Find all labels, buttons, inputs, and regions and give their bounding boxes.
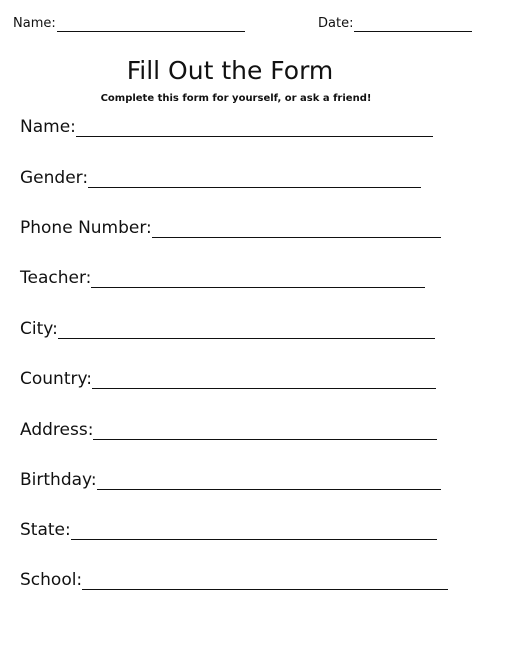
form-label-name: Name: [20,117,76,137]
page-title: Fill Out the Form [126,56,334,85]
form-label-birthday: Birthday: [20,470,97,490]
form-row-teacher [20,268,425,288]
page-subtitle: Complete this form for yourself, or ask a friend! [100,93,372,104]
form-label-school: School: [20,570,83,590]
form-blank-teacher[interactable] [91,270,425,288]
header-date-field [318,16,472,32]
form-row-city [20,319,435,339]
form-blank-city[interactable] [58,321,435,339]
form-blank-school[interactable] [82,572,448,590]
form-row-country [20,369,436,389]
header-date-blank[interactable] [354,17,472,32]
form-row-phone-number [20,218,441,238]
form-row-school [20,570,448,590]
form-label-teacher: Teacher: [20,268,92,288]
header-name-blank[interactable] [57,17,245,32]
header-name-label: Name: [13,16,56,31]
form-blank-birthday[interactable] [97,472,441,490]
header-name-field [13,16,245,32]
form-label-state: State: [20,520,71,540]
form-blank-phone-number[interactable] [152,220,441,238]
form-blank-address[interactable] [93,422,437,440]
form-label-gender: Gender: [20,168,89,188]
form-blank-country[interactable] [92,371,436,389]
form-label-country: Country: [20,369,93,389]
form-blank-state[interactable] [71,522,437,540]
form-blank-name[interactable] [76,119,433,137]
form-row-address [20,420,437,440]
form-label-phone-number: Phone Number: [20,218,152,238]
header-date-label: Date: [318,16,354,31]
form-blank-gender[interactable] [88,170,421,188]
form-row-birthday [20,470,441,490]
form-row-name [20,117,433,137]
form-label-address: Address: [20,420,94,440]
form-row-state [20,520,437,540]
form-row-gender [20,168,421,188]
form-label-city: City: [20,319,58,339]
